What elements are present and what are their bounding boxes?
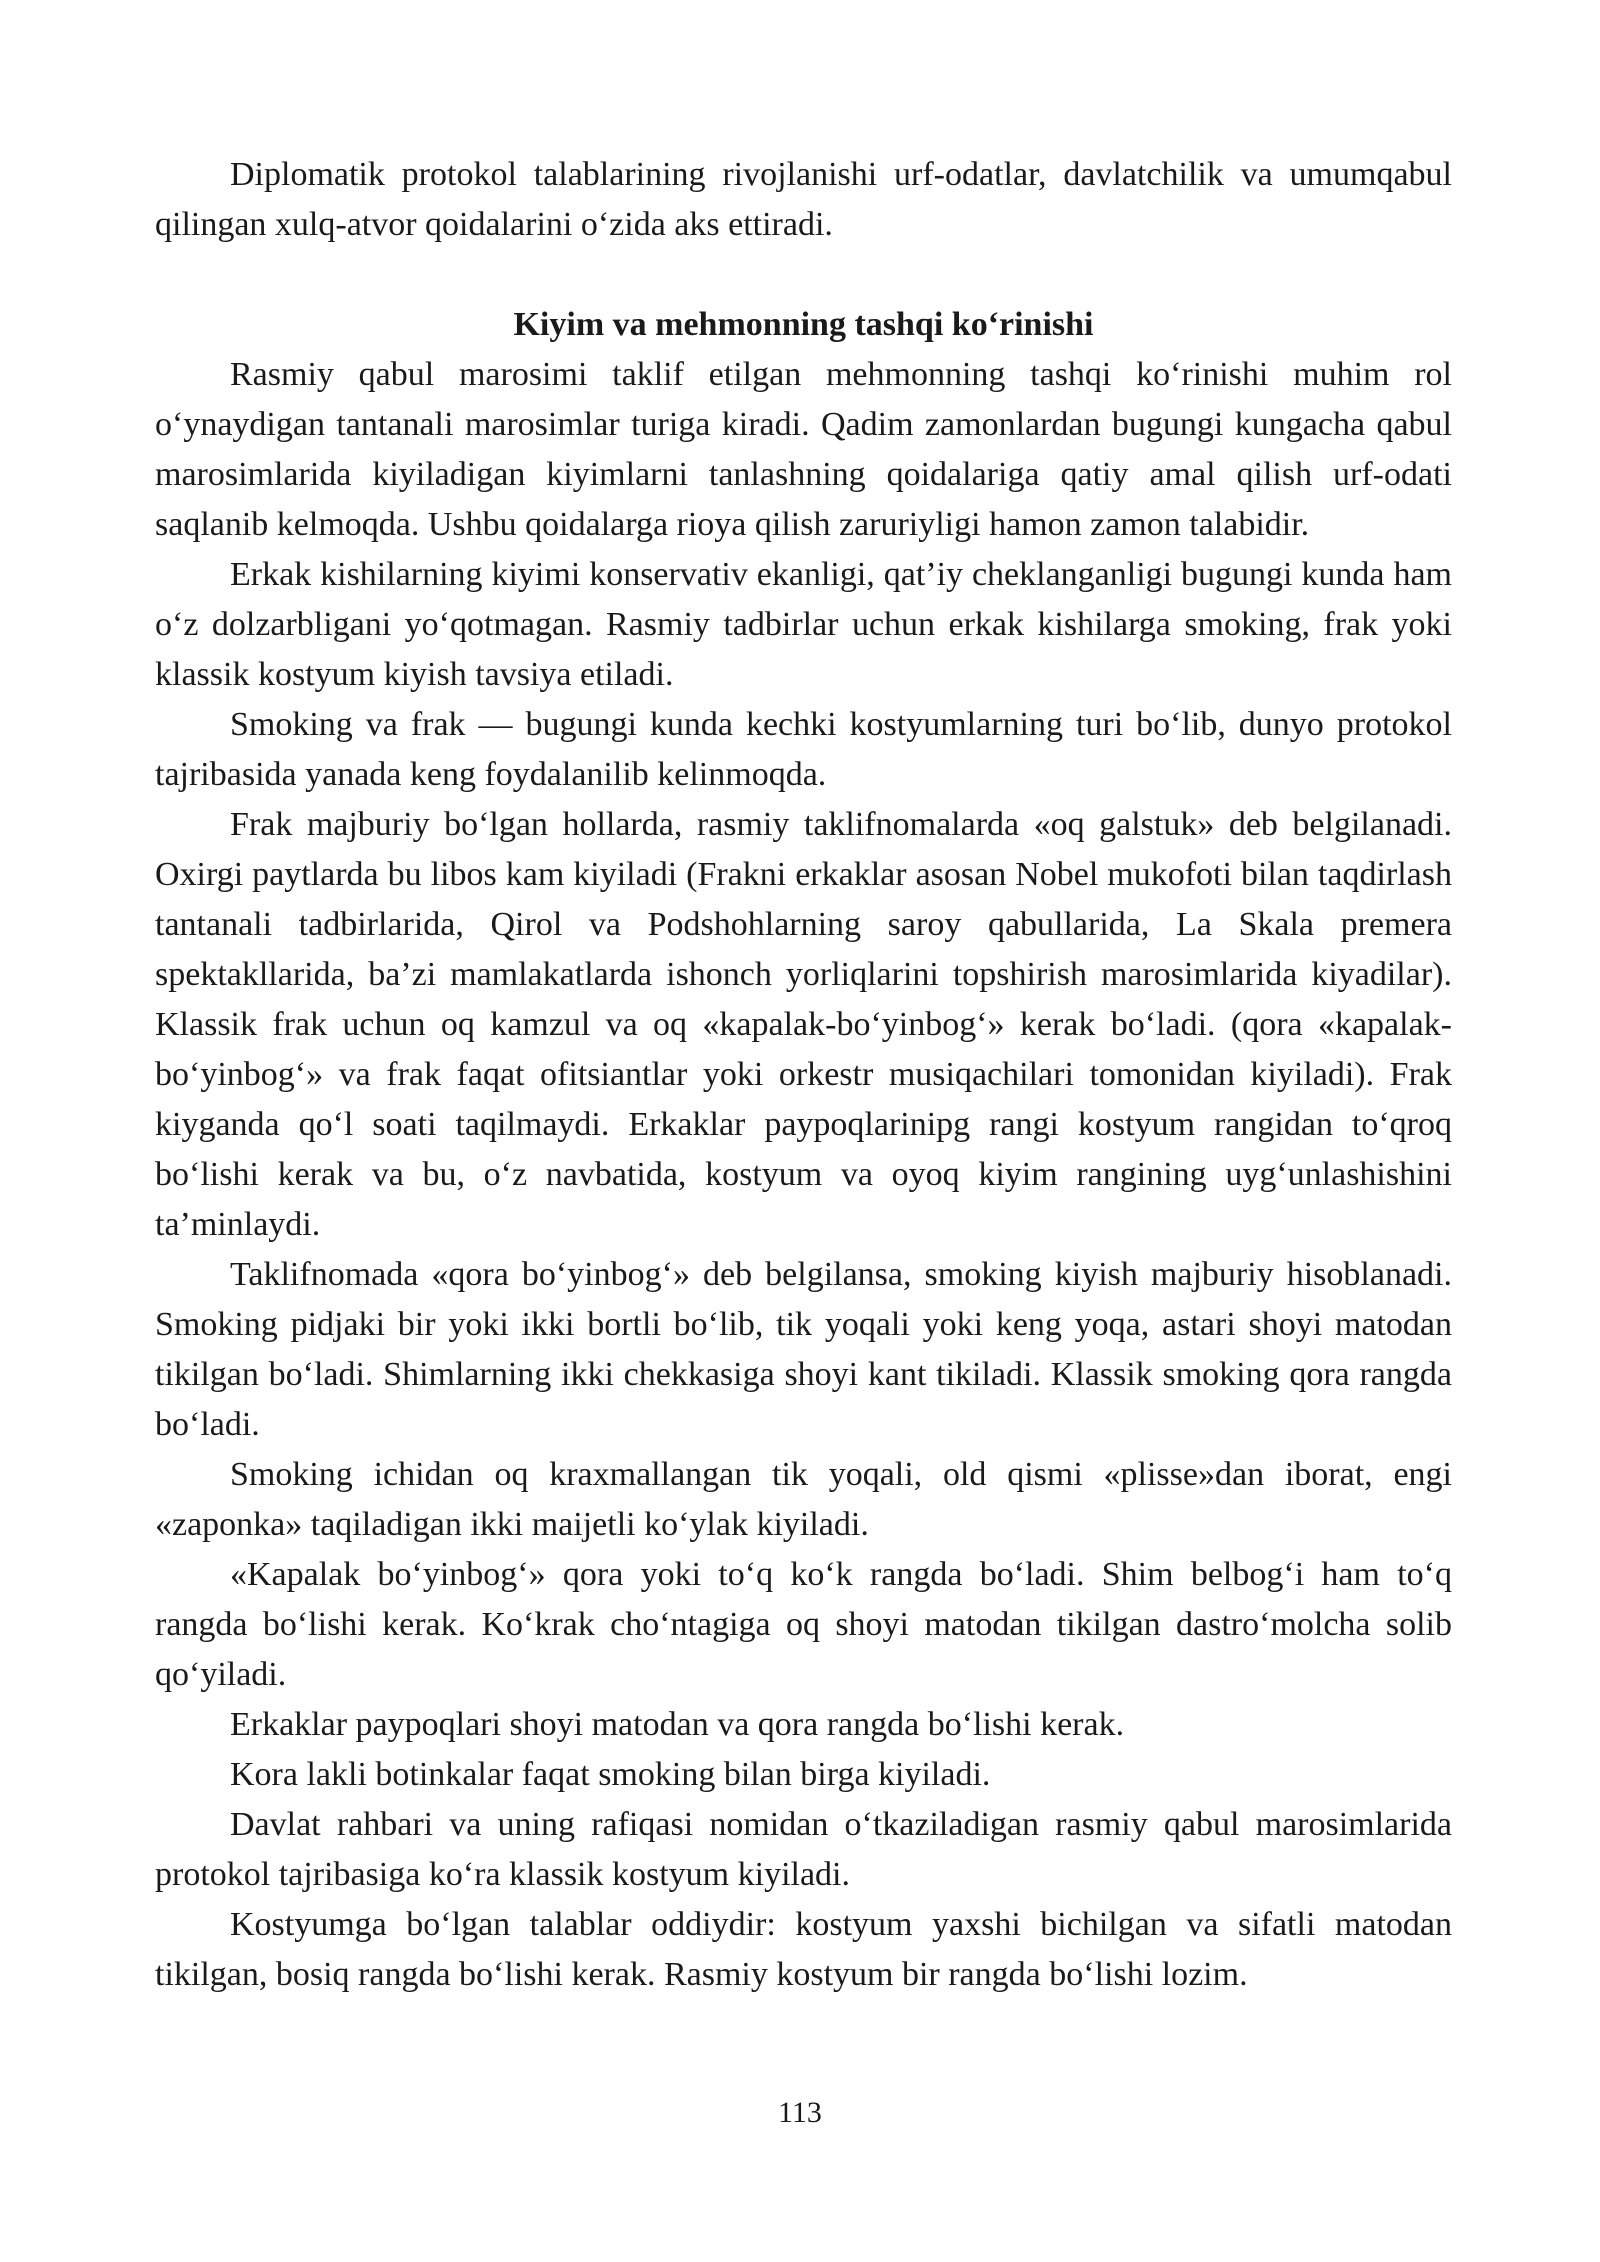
page-number: 113 (778, 2096, 822, 2129)
intro-paragraph: Diplomatik protokol talablarining rivojlanishi urf-odatlar, davlatchilik va umumqabul qilingan xulq-atvor qoidalarini o‘zida aks ettiradi. (155, 156, 1452, 243)
paragraph-10: Davlat rahbari va uning rafiqasi nomidan o‘tkaziladigan rasmiy qabul marosimlarida protokol tajribasiga ko‘ra klassik kostyum kiyiladi. (155, 1806, 1452, 1893)
paragraph-3: Smoking va frak — bugungi kunda kechki kostyumlarning turi bo‘lib, dunyo protokol tajribasida yanada keng foydalanilib kelinmoqda. (155, 706, 1452, 793)
page-body (155, 150, 1452, 2000)
paragraph-8: Erkaklar paypoqlari shoyi matodan va qora rangda bo‘lishi kerak. (230, 1706, 1125, 1743)
paragraph-7: «Kapalak bo‘yinbog‘» qora yoki to‘q ko‘k rangda bo‘ladi. Shim belbog‘i ham to‘q rangda bo‘lishi kerak. Ko‘krak cho‘ntagiga oq shoyi matodan tikilgan dastro‘molcha solib qo‘yiladi. (155, 1556, 1452, 1693)
paragraph-9: Kora lakli botinkalar faqat smoking bilan birga kiyiladi. (230, 1756, 991, 1793)
paragraph-2: Erkak kishilarning kiyimi konservativ ekanligi, qat’iy cheklanganligi bugungi kunda ham o‘z dolzarbligani yo‘qotmagan. Rasmiy tadbirlar uchun erkak kishilarga smoking, frak yoki klassik kostyum kiyish tavsiya etiladi. (155, 556, 1452, 693)
paragraph-1: Rasmiy qabul marosimi taklif etilgan mehmonning tashqi ko‘rinishi muhim rol o‘ynaydigan tantanali marosimlar turiga kiradi. Qadim zamonlardan bugungi kungacha qabul marosimlarida kiyiladigan kiyimlarni tanlashning qoidalariga qatiy amal qilish urf-odati saqlanib kelmoqda. Ushbu qoidalarga rioya qilish zaruriyligi hamon zamon talabidir. (155, 356, 1452, 543)
paragraph-4: Frak majburiy bo‘lgan hollarda, rasmiy taklifnomalarda «oq galstuk» deb belgilanadi. Oxirgi paytlarda bu libos kam kiyiladi (Frakni erkaklar asosan Nobel mukofoti bilan taqdirlash tantanali tadbirlarida, Qirol va Podshohlarning saroy qabullarida, La Skala premera spektakllarida, ba’zi mamlakatlarda ishonch yorliqlarini topshirish marosimlarida kiyadilar). Klassik frak uchun oq kamzul va oq «kapalak-bo‘yinbog‘» kerak bo‘ladi. (qora «kapalak-bo‘yinbog‘» va frak faqat ofitsiantlar yoki orkestr musiqachilari tomonidan kiyiladi). Frak kiyganda qo‘l soati taqilmaydi. Erkaklar paypoqlarinipg rangi kostyum rangidan to‘qroq bo‘lishi kerak va bu, o‘z navbatida, kostyum va oyoq kiyim rangining uyg‘unlashishini ta’minlaydi. (155, 806, 1452, 1243)
paragraph-5: Taklifnomada «qora bo‘yinbog‘» deb belgilansa, smoking kiyish majburiy hisoblanadi. Smoking pidjaki bir yoki ikki bortli bo‘lib, tik yoqali yoki keng yoqa, astari shoyi matodan tikilgan bo‘ladi. Shimlarning ikki chekkasiga shoyi kant tikiladi. Klassik smoking qora rangda bo‘ladi. (155, 1256, 1452, 1443)
section-heading: Kiyim va mehmonning tashqi ko‘rinishi (513, 306, 1094, 343)
paragraph-6: Smoking ichidan oq kraxmallangan tik yoqali, old qismi «plisse»dan iborat, engi «zaponka» taqiladigan ikki maijetli ko‘ylak kiyiladi. (155, 1456, 1452, 1543)
paragraph-11: Kostyumga bo‘lgan talablar oddiydir: kostyum yaxshi bichilgan va sifatli matodan tikilgan, bosiq rangda bo‘lishi kerak. Rasmiy kostyum bir rangda bo‘lishi lozim. (155, 1906, 1452, 1993)
